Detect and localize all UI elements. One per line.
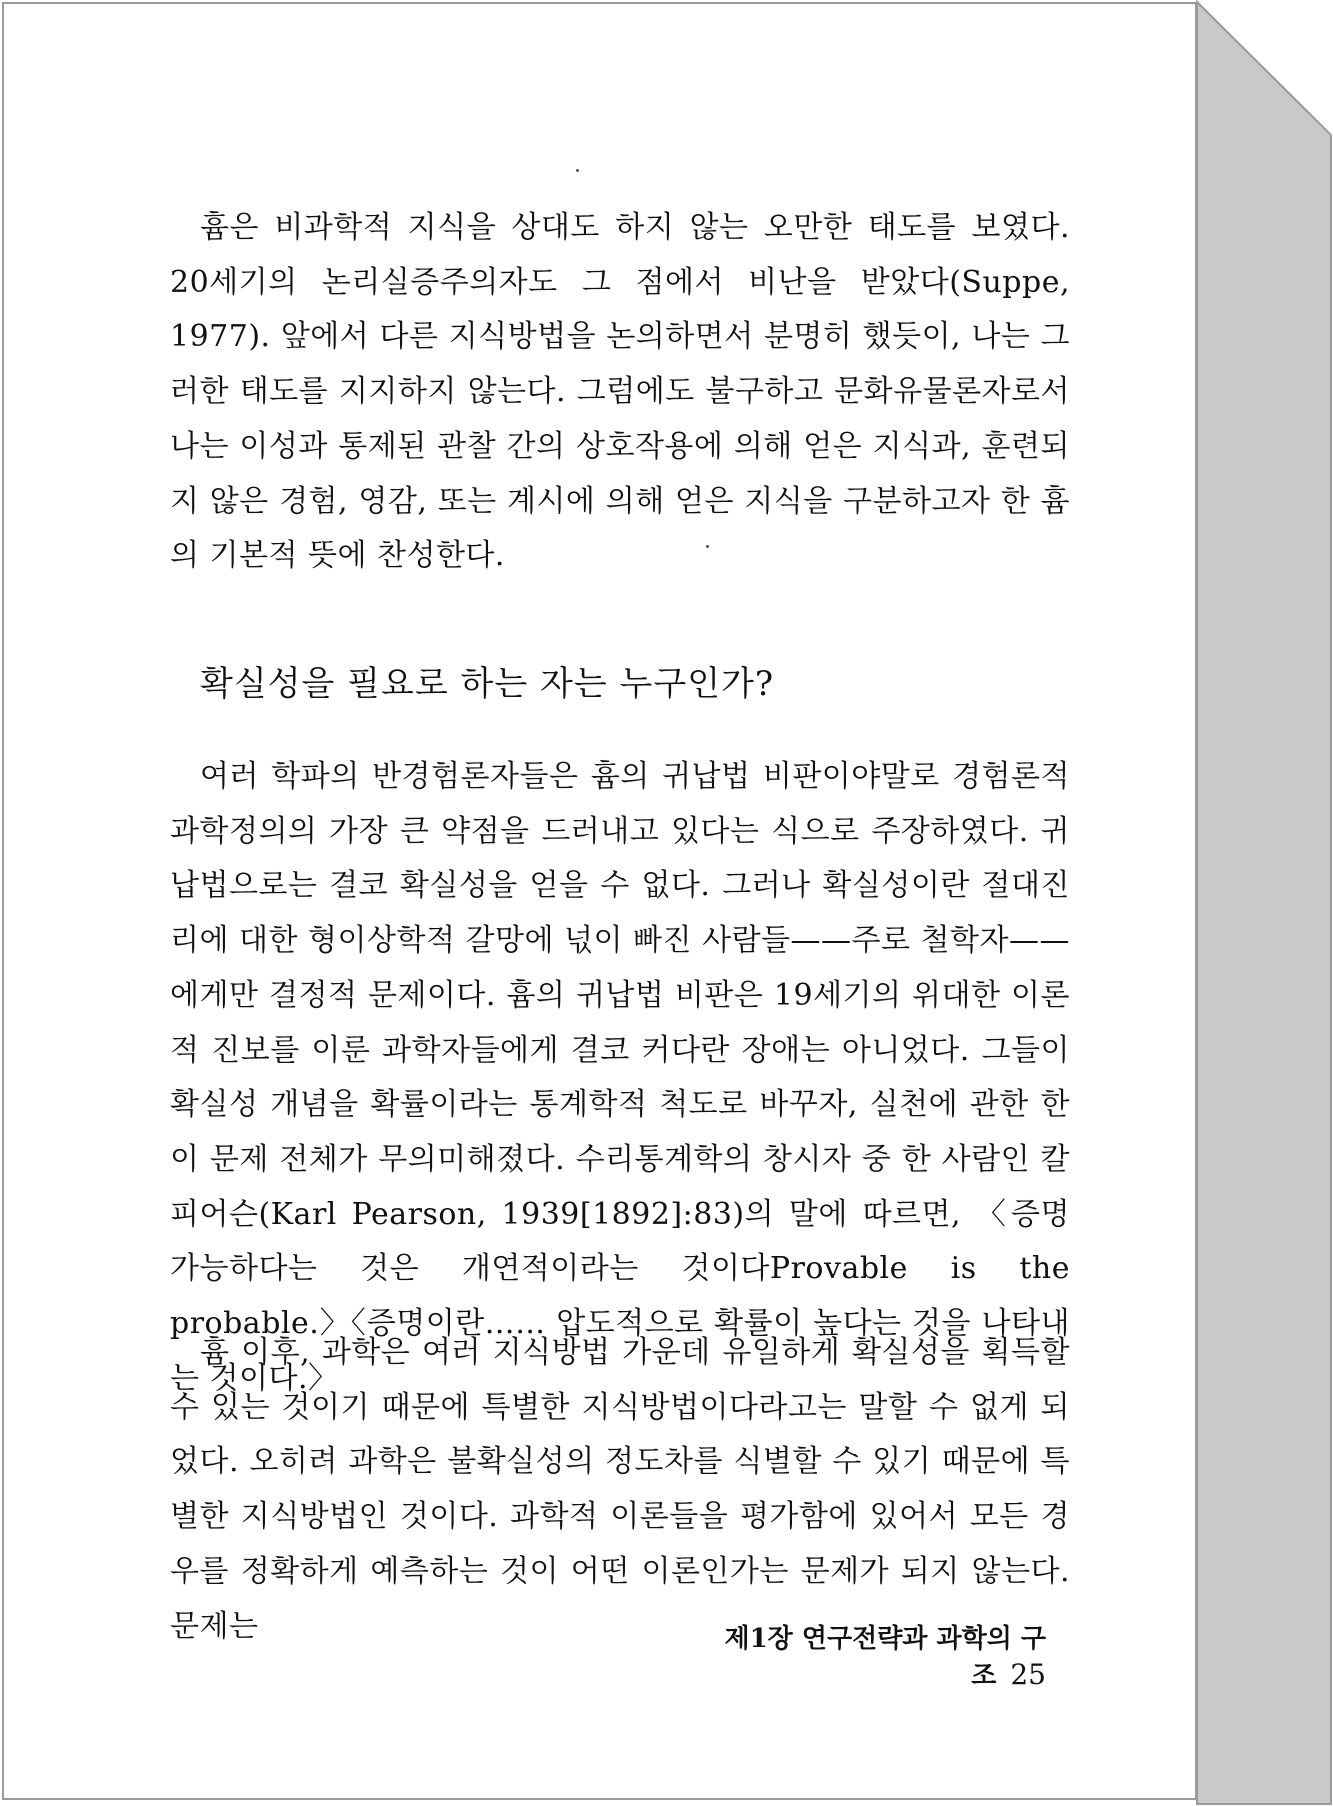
running-footer — [700, 1621, 1046, 1694]
scan-speck — [706, 545, 709, 548]
body-paragraph-3 — [170, 1326, 1070, 1654]
paragraph-3-text: 흄 이후, 과학은 여러 지식방법 가운데 유일하게 확실성을 획득할 수 있는 것이기 때문에 특별한 지식방법이다라고는 말할 수 없게 되었다. 오히려 과학은 불확실성의 정도차를 식별할 수 있기 때문에 특별한 지식방법인 것이다. 과학적 이론들을 평가함에 있어서 모든 경우를 정확하게 예측하는 것이 어떤 이론인가는 문제가 되지 않는다. 문제는 — [170, 1335, 1070, 1644]
paragraph-2-text: 여러 학파의 반경험론자들은 흄의 귀납법 비판이야말로 경험론적 과학정의의 가장 큰 약점을 드러내고 있다는 식으로 주장하였다. 귀납법으로는 결코 확실성을 얻을 수 없다. 그러나 확실성이란 절대진리에 대한 형이상학적 갈망에 넋이 빠진 사람들——주로 철학자——에게만 결정적 문제이다. 흄의 귀납법 비판은 19세기의 위대한 이론적 진보를 이룬 과학자들에게 결코 커다란 장애는 아니었다. 그들이 확실성 개념을 확률이라는 통계학적 척도로 바꾸자, 실천에 관한 한 이 문제 전체가 무의미해졌다. 수리통계학의 창시자 중 한 사람인 칼 피어슨(Karl Pearson, 1939[1892]:83)의 말에 따르면, 〈증명가능하다는 것은 개연적이라는 것이다Provable is the probable.〉〈증명이란…… 압도적으로 확률이 높다는 것을 나타내는 것이다.〉 — [170, 759, 1070, 1396]
page-number: 25 — [1010, 1658, 1046, 1691]
page-stack-side — [1197, 2, 1331, 1804]
paragraph-1-text: 흄은 비과학적 지식을 상대도 하지 않는 오만한 태도를 보였다. 20세기의 논리실증주의자도 그 점에서 비난을 받았다(Suppe, 1977). 앞에서 다른 지식방법을 논의하면서 분명히 했듯이, 나는 그러한 태도를 지지하지 않는다. 그럼에도 불구하고 문화유물론자로서 나는 이성과 통제된 관찰 간의 상호작용에 의해 얻은 지식과, 훈련되지 않은 경험, 영감, 또는 계시에 의해 얻은 지식을 구분하고자 한 흄의 기본적 뜻에 찬성한다. — [170, 210, 1070, 574]
body-paragraph-1 — [170, 201, 1070, 584]
section-heading: 확실성을 필요로 하는 자는 누구인가? — [200, 664, 775, 704]
body-paragraph-2 — [170, 750, 1070, 1406]
scan-speck — [576, 169, 579, 172]
footer-chapter-title: 제1장 연구전략과 과학의 구조 — [724, 1624, 1046, 1691]
